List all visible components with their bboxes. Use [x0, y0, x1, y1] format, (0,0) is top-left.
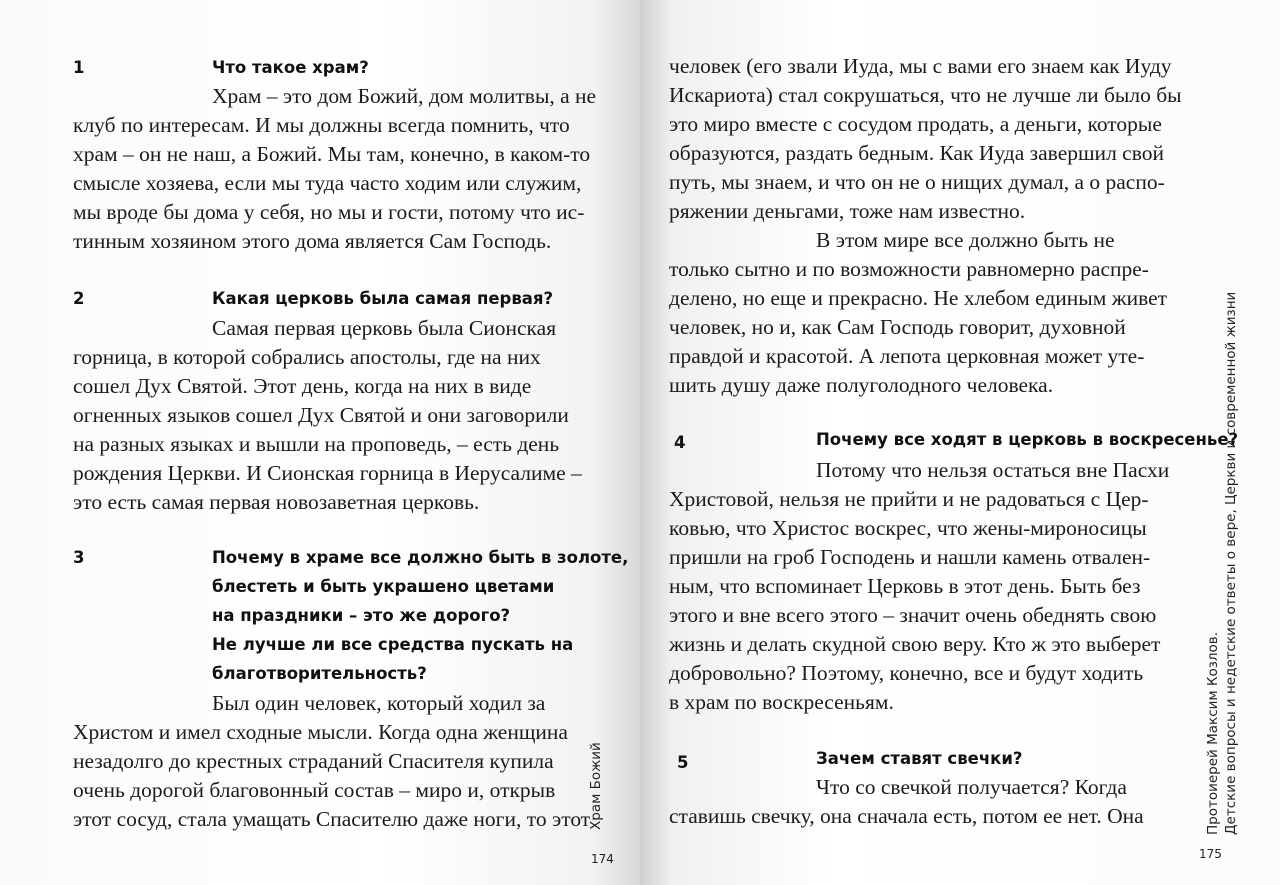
text-line: это миро вместе с сосудом продать, а деньги, которые [669, 112, 1162, 136]
running-header: Храм Божий [588, 742, 604, 830]
right-page [640, 0, 1280, 885]
text-line: Что со свечкой получается? Когда [816, 775, 1127, 799]
text-line: очень дорогой благовонный состав – миро и, открыв [73, 778, 556, 802]
text-line: правдой и красотой. А лепота церковная может уте- [669, 344, 1145, 368]
text-line: тинным хозяином этого дома является Сам Господь. [73, 229, 552, 253]
text-line: Потому что нельзя остаться вне Пасхи [816, 458, 1170, 482]
text-line: пришли на гроб Господень и нашли камень отвален- [669, 545, 1151, 569]
text-line: на разных языках и вышли на проповедь, – есть день [73, 432, 560, 456]
text-line: Был один человек, который ходил за [212, 691, 546, 715]
text-line: рождения Церкви. И Сионская горница в Иерусалиме – [73, 461, 582, 485]
text-line: Христом и имел сходные мысли. Когда одна женщина [73, 720, 568, 744]
text-line: ряжении деньгами, тоже нам известно. [669, 199, 1026, 223]
text-line: добровольно? Поэтому, конечно, все и будут ходить [669, 661, 1144, 685]
page-number: 174 [591, 852, 614, 866]
question-title: блестеть и быть украшено цветами [212, 577, 555, 596]
text-line: путь, мы знаем, и что он не о нищих думал, а о распо- [669, 170, 1165, 194]
text-line: ковью, что Христос воскрес, что жены-мироносицы [669, 516, 1147, 540]
text-line: делено, но еще и прекрасно. Не хлебом единым живет [669, 286, 1168, 310]
question-title: Зачем ставят свечки? [816, 749, 1023, 768]
text-line: Храм – это дом Божий, дом молитвы, а не [212, 84, 597, 108]
text-line: Искариота) стал сокрушаться, что не лучше ли было бы [669, 83, 1182, 107]
text-line: сошел Дух Святой. Этот день, когда на них в виде [73, 374, 532, 398]
text-line: Христовой, нельзя не прийти и не радоваться с Цер- [669, 487, 1149, 511]
question-number: 3 [73, 548, 85, 567]
question-number: 1 [73, 58, 85, 77]
page-number: 175 [1199, 847, 1222, 861]
question-title: благотворительность? [212, 664, 427, 683]
text-line: горница, в которой собрались апостолы, где на них [73, 345, 541, 369]
question-number: 2 [73, 289, 85, 308]
text-line: смысле хозяева, если мы туда часто ходим или служим, [73, 171, 582, 195]
text-line: клуб по интересам. И мы должны всегда помнить, что [73, 113, 570, 137]
text-line: огненных языков сошел Дух Святой и они заговорили [73, 403, 569, 427]
question-number: 5 [677, 753, 689, 772]
text-line: человек (его звали Иуда, мы с вами его знаем как Иуду [669, 54, 1172, 78]
text-line: В этом мире все должно быть не [816, 228, 1115, 252]
text-line: незадолго до крестных страданий Спасителя купила [73, 749, 554, 773]
text-line: образуются, раздать бедным. Как Иуда завершил свой [669, 141, 1164, 165]
text-line: человек, но и, как Сам Господь говорит, духовной [669, 315, 1126, 339]
question-title: Почему все ходят в церковь в воскресенье? [816, 430, 1239, 449]
text-line: ным, что вспоминает Церковь в этот день. Быть без [669, 574, 1141, 598]
question-title: Почему в храме все должно быть в золоте, [212, 548, 629, 567]
text-line: только сытно и по возможности равномерно распре- [669, 257, 1149, 281]
text-line: шить душу даже полуголодного человека. [669, 373, 1054, 397]
question-number: 4 [674, 433, 686, 452]
question-title: Что такое храм? [212, 58, 369, 77]
text-line: жизнь и делать скудной свою веру. Кто ж это выберет [669, 632, 1161, 656]
question-title: Не лучше ли все средства пускать на [212, 635, 574, 654]
text-line: мы вроде бы дома у себя, но мы и гости, потому что ис- [73, 200, 585, 224]
running-header-title: Детские вопросы и недетские ответы о вере, Церкви и современной жизни [1223, 291, 1239, 835]
question-title: на праздники – это же дорого? [212, 606, 511, 625]
text-line: в храм по воскресеньям. [669, 690, 894, 714]
text-line: ставишь свечку, она сначала есть, потом ее нет. Она [669, 804, 1144, 828]
text-line: это есть самая первая новозаветная церковь. [73, 490, 480, 514]
text-line: Самая первая церковь была Сионская [212, 316, 557, 340]
text-line: храм – он не наш, а Божий. Мы там, конечно, в каком-то [73, 142, 591, 166]
text-line: этого и вне всего этого – значит очень обеднять свою [669, 603, 1157, 627]
running-header-author: Протоиерей Максим Козлов. [1205, 631, 1221, 835]
text-line: этот сосуд, стала умащать Спасителю даже ноги, то этот [73, 807, 591, 831]
question-title: Какая церковь была самая первая? [212, 289, 554, 308]
